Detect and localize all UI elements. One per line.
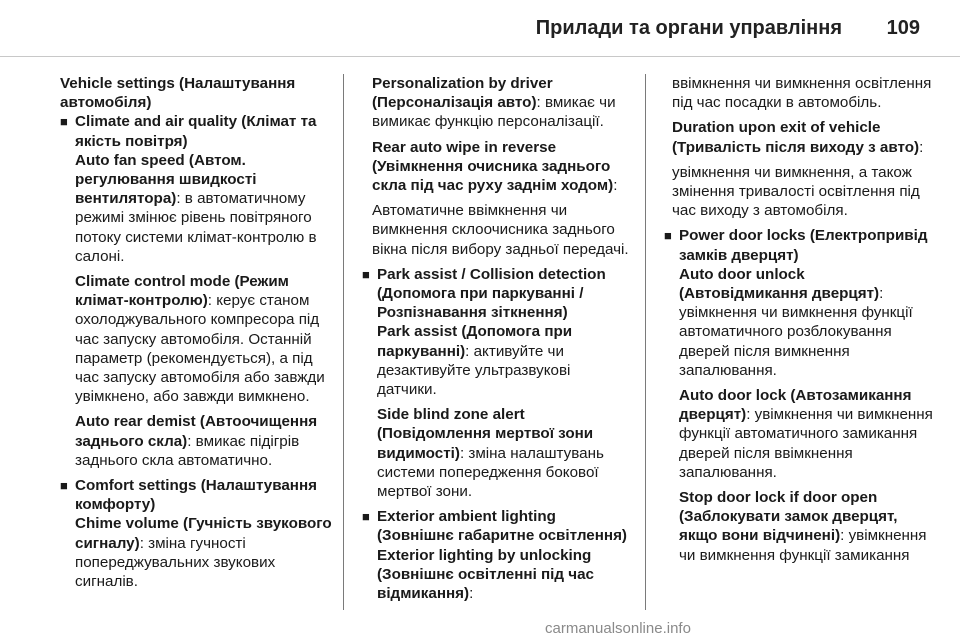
setting-title: Side blind zone alert (Повідомлення мертвої зони видимості) [377, 406, 594, 462]
bullet-heading [60, 476, 332, 514]
watermark: carmanualsonline.info [545, 620, 691, 637]
setting-text: : керує станом охолоджувального компресора під час запуску автомобіля. Останній параметр (рекомендується), а під час запуску автомобіля або завжди увімкнено, або завжди вимкнено. [75, 292, 325, 406]
setting-body: Автоматичне ввімкнення чи вимкнення склоочисника заднього вікна після вибору задньої передачі. [372, 202, 629, 258]
page-header [0, 0, 960, 52]
header-rule [0, 56, 960, 57]
setting-item [60, 514, 332, 591]
setting-text: : вмикає підігрів заднього скла автоматично. [75, 432, 300, 469]
setting-text: : [469, 585, 474, 603]
setting-title: Climate control mode (Режим клімат-контролю) [75, 273, 289, 310]
setting-item [664, 386, 936, 482]
setting-title: Stop door lock if door open (Заблокувати замок дверцят, якщо вони відчинені) [679, 489, 898, 545]
bullet-heading [362, 265, 634, 323]
setting-text: : зміна налаштувань системи попередження бокової мертвої зони. [377, 444, 604, 501]
bullet-icon: ■ [362, 266, 370, 282]
setting-text: : [919, 138, 924, 156]
column-1 [60, 74, 332, 597]
bullet-icon: ■ [60, 478, 68, 494]
setting-item [362, 322, 634, 399]
column-divider [645, 74, 646, 610]
column-3 [664, 74, 936, 571]
bullet-icon: ■ [664, 228, 672, 244]
setting-item [60, 412, 332, 470]
setting-title: Rear auto wipe in reverse (Увімкнення очисника заднього скла під час руху заднім ходом) [372, 138, 614, 195]
setting-title: Chime volume (Гучність звукового сигналу) [75, 515, 332, 552]
bullet-heading [60, 112, 332, 150]
setting-body: увімкнення чи вимкнення, а також змінення тривалості освітлення під час виходу з автомобіля. [672, 163, 920, 220]
setting-item [664, 265, 936, 380]
setting-text: : зміна гучності попереджувальних звукових сигналів. [75, 534, 276, 591]
setting-item [362, 74, 634, 132]
setting-item [362, 138, 634, 196]
page-number: 109 [886, 17, 920, 39]
bullet-title: Park assist / Collision detection (Допомога при паркуванні / Розпізнавання зіткнення) [377, 265, 606, 322]
bullet-icon: ■ [362, 509, 370, 525]
bullet-title: Climate and air quality (Клімат та якість повітря) [75, 113, 317, 150]
bullet-heading [362, 507, 634, 545]
bullet-heading [664, 226, 936, 264]
setting-title: Exterior lighting by unlocking (Зовнішнє освітленні під час відмикання) [377, 546, 594, 603]
setting-title: Auto door lock (Автозамикання дверцят) [679, 387, 912, 424]
bullet-icon: ■ [60, 114, 68, 130]
setting-title: Personalization by driver (Персоналізація авто) [372, 75, 553, 112]
setting-item [362, 546, 634, 604]
setting-text: : [613, 177, 618, 195]
setting-item [60, 151, 332, 266]
setting-text: : вмикає чи вимикає функцію персоналізації. [372, 94, 616, 131]
setting-title: Duration upon exit of vehicle (Тривалість після виходу з авто) [672, 119, 920, 156]
section-title: Vehicle settings (Налаштування автомобіля) [60, 75, 296, 112]
setting-title: Auto door unlock (Автовідмикання дверцят) [679, 265, 880, 303]
bullet-title: Exterior ambient lighting (Зовнішнє габаритне освітлення) [377, 508, 627, 545]
setting-text: : в автоматичному режимі змінює рівень повітряного потоку системи клімат-контролю в салоні. [75, 190, 317, 265]
setting-item [60, 272, 332, 406]
setting-text: : увімкнення чи вимкнення функції автоматичного замикання дверей після ввімкнення запалювання. [679, 406, 933, 481]
page-title: Прилади та органи управління [535, 17, 842, 39]
setting-text: : активуйте чи дезактивуйте ультразвукові датчики. [377, 342, 571, 399]
bullet-title: Comfort settings (Налаштування комфорту) [75, 477, 317, 514]
setting-text: : увімкнення чи вимкнення функції замикання [679, 527, 927, 564]
setting-body: ввімкнення чи вимкнення освітлення під час посадки в автомобіль. [672, 75, 932, 112]
setting-title: Auto fan speed (Автом. регулювання швидкості вентилятора) [75, 151, 257, 208]
setting-text: : увімкнення чи вимкнення функції автоматичного розблокування дверей після вимкнення запалювання. [679, 285, 913, 379]
bullet-title: Power door locks (Електропривід замків дверцят) [679, 227, 928, 264]
setting-title: Auto rear demist (Автоочищення заднього скла) [75, 413, 318, 450]
setting-item [664, 488, 936, 565]
setting-title: Park assist (Допомога при паркуванні) [377, 323, 573, 360]
column-2 [362, 74, 634, 609]
setting-item [362, 405, 634, 501]
setting-item [664, 118, 936, 156]
column-divider [343, 74, 344, 610]
